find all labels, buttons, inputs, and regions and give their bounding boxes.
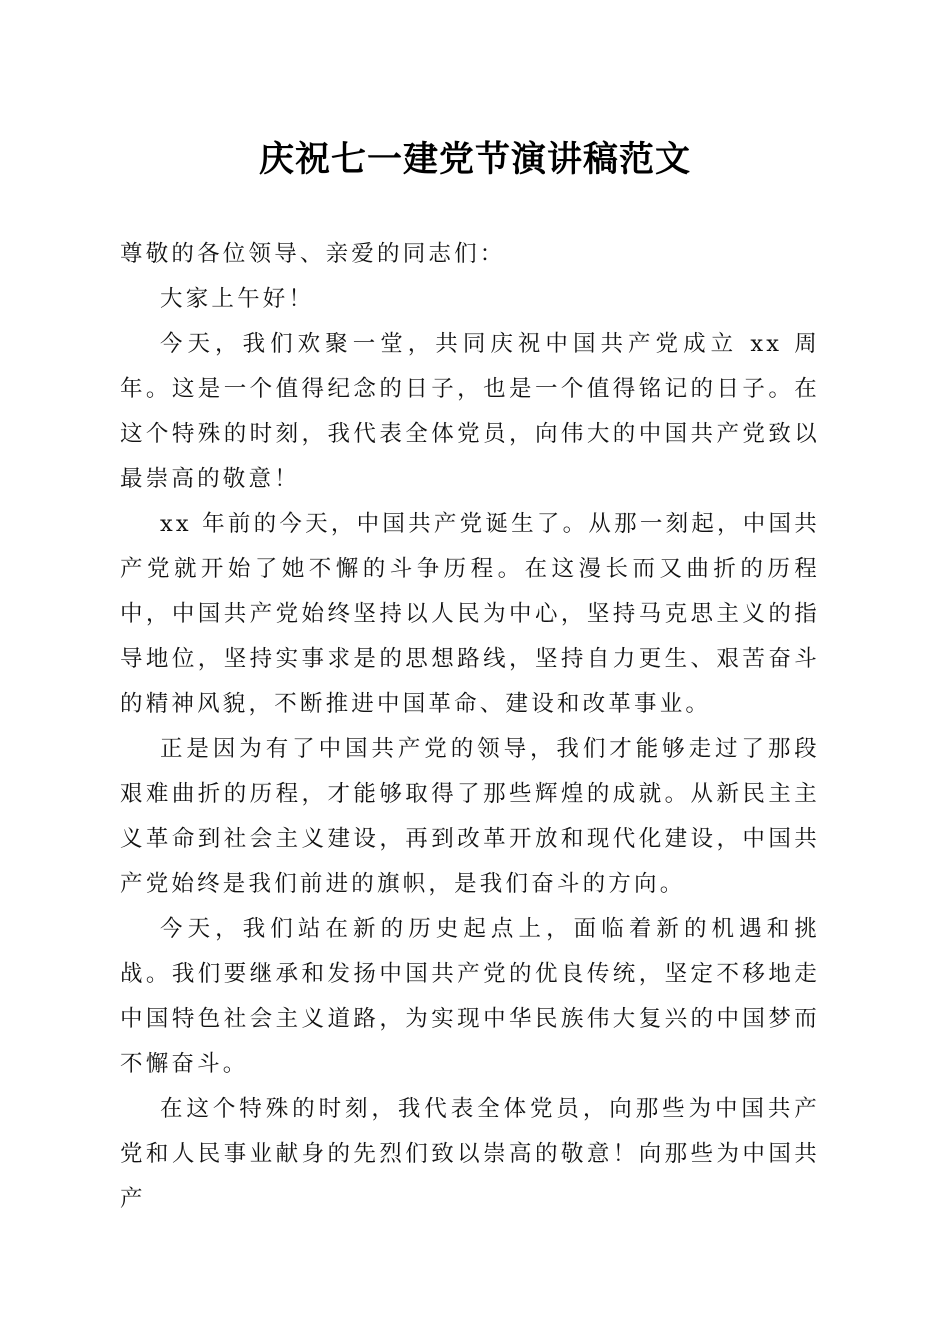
document-title: 庆祝七一建党节演讲稿范文 xyxy=(258,139,691,180)
paragraph: xx 年前的今天，中国共产党诞生了。从那一刻起，中国共产党就开始了她不懈的斗争历程。在这漫长而又曲折的历程中，中国共产党始终坚持以人民为中心，坚持马克思主义的指导地位，坚持实事求是的思想路线，坚持自力更生、艰苦奋斗的精神风貌，不断推进中国革命、建设和改革事业。 xyxy=(120,511,820,717)
paragraph: 今天，我们欢聚一堂，共同庆祝中国共产党成立 xx 周年。这是一个值得纪念的日子，也是一个值得铭记的日子。在这个特殊的时刻，我代表全体党员，向伟大的中国共产党致以最崇高的敬意！ xyxy=(120,331,820,492)
document-body xyxy=(120,232,820,1222)
salutation: 尊敬的各位领导、亲爱的同志们： xyxy=(120,241,506,267)
paragraph: 正是因为有了中国共产党的领导，我们才能够走过了那段艰难曲折的历程，才能够取得了那些辉煌的成就。从新民主主义革命到社会主义建设，再到改革开放和现代化建设，中国共产党始终是我们前进的旗帜，是我们奋斗的方向。 xyxy=(120,736,820,897)
paragraph-greeting: 大家上午好！ xyxy=(160,286,315,312)
paragraph: 今天，我们站在新的历史起点上，面临着新的机遇和挑战。我们要继承和发扬中国共产党的优良传统，坚定不移地走中国特色社会主义道路，为实现中华民族伟大复兴的中国梦而不懈奋斗。 xyxy=(120,916,820,1077)
paragraph: 在这个特殊的时刻，我代表全体党员，向那些为中国共产党和人民事业献身的先烈们致以崇高的敬意！向那些为中国共产 xyxy=(120,1096,820,1212)
